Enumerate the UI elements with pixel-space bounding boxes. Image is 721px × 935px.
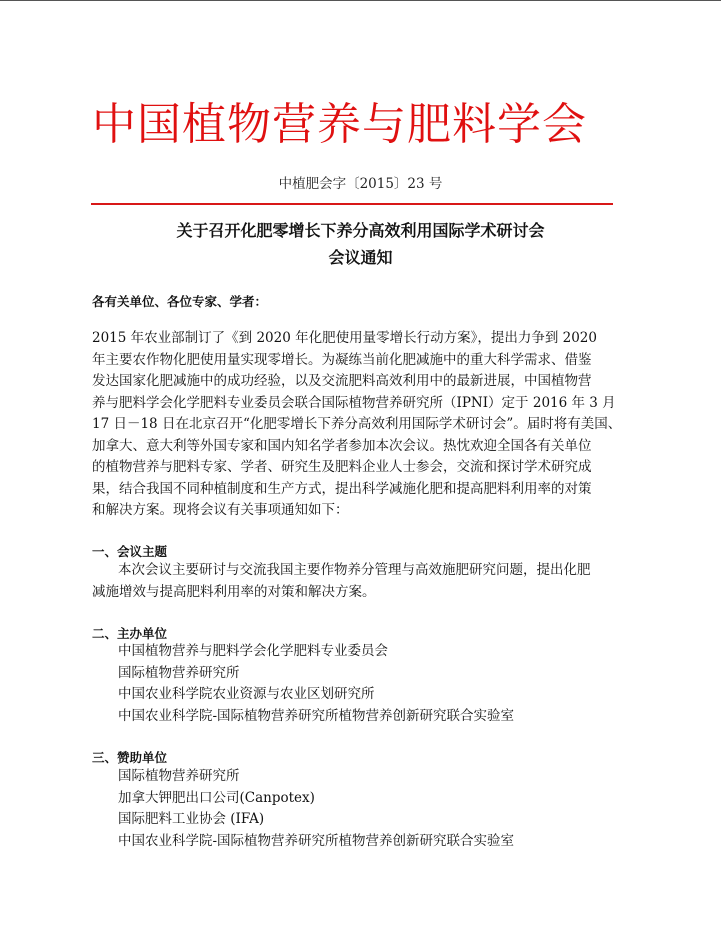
- organizer-item: 中国植物营养与肥料学会化学肥料专业委员会: [118, 643, 388, 659]
- intro-line: 和解决方案。现将会议有关事项通知如下：: [92, 502, 349, 518]
- top-border-line: [0, 0, 721, 1]
- intro-line: 果，结合我国不同种植制度和生产方式，提出科学减施化肥和提高肥料利用率的对策: [92, 480, 592, 497]
- intro-line: 加拿大、意大利等外国专家和国内知名学者参加本次会议。热忱欢迎全国各有关单位: [92, 437, 592, 454]
- section-heading-organizers: 二、主办单位: [92, 626, 168, 641]
- intro-line: 的植物营养与肥料专家、学者、研究生及肥料企业人士参会，交流和探讨学术研究成: [92, 459, 592, 475]
- organizer-item: 中国农业科学院-国际植物营养研究所植物营养创新研究联合实验室: [118, 707, 515, 724]
- intro-line: 养与肥料学会化学肥料专业委员会联合国际植物营养研究所（IPNI）定于 2016 年 3 月: [92, 394, 616, 411]
- salutation: 各有关单位、各位专家、学者：: [92, 294, 268, 309]
- intro-line: 年主要农作物化肥使用量实现零增长。为凝练当前化肥减施中的重大科学需求、借鉴: [92, 351, 592, 368]
- sponsor-item: 国际肥料工业协会 (IFA): [118, 811, 265, 827]
- section-heading-sponsors: 三、赞助单位: [92, 750, 168, 765]
- sponsor-list: [92, 766, 652, 852]
- sponsor-item: 中国农业科学院-国际植物营养研究所植物营养创新研究联合实验室: [118, 832, 515, 849]
- theme-line: 减施增效与提高肥料利用率的对策和解决方案。: [92, 583, 376, 600]
- sponsor-item: 国际植物营养研究所: [118, 768, 240, 784]
- organizer-item: 国际植物营养研究所: [118, 664, 240, 681]
- document-number: 中植肥会字〔2015〕23 号: [278, 176, 443, 192]
- notice-title-line-2: 会议通知: [328, 248, 393, 267]
- intro-line: 发达国家化肥减施中的成功经验，以及交流肥料高效利用中的最新进展，中国植物营: [92, 373, 592, 389]
- intro-paragraph: [92, 328, 652, 522]
- organizer-item: 中国农业科学院农业资源与农业区划研究所: [118, 686, 375, 702]
- notice-title-line-1: 关于召开化肥零增长下养分高效利用国际学术研讨会: [176, 221, 545, 240]
- intro-line: 17 日－18 日在北京召开“化肥零增长下养分高效利用国际学术研讨会”。届时将有美国、: [92, 416, 622, 432]
- section-heading-theme: 一、会议主题: [92, 544, 168, 559]
- sponsor-item: 加拿大钾肥出口公司(Canpotex): [118, 789, 315, 806]
- theme-line: 本次会议主要研讨与交流我国主要作物养分管理与高效施肥研究问题，提出化肥: [118, 562, 591, 578]
- red-divider-rule: [91, 203, 613, 205]
- intro-line: 2015 年农业部制订了《到 2020 年化肥使用量零增长行动方案》，提出力争到 2020: [92, 330, 597, 346]
- section-body-theme: [92, 560, 652, 603]
- masthead-title: 中国植物营养与肥料学会: [92, 99, 587, 150]
- organizer-list: [92, 641, 652, 727]
